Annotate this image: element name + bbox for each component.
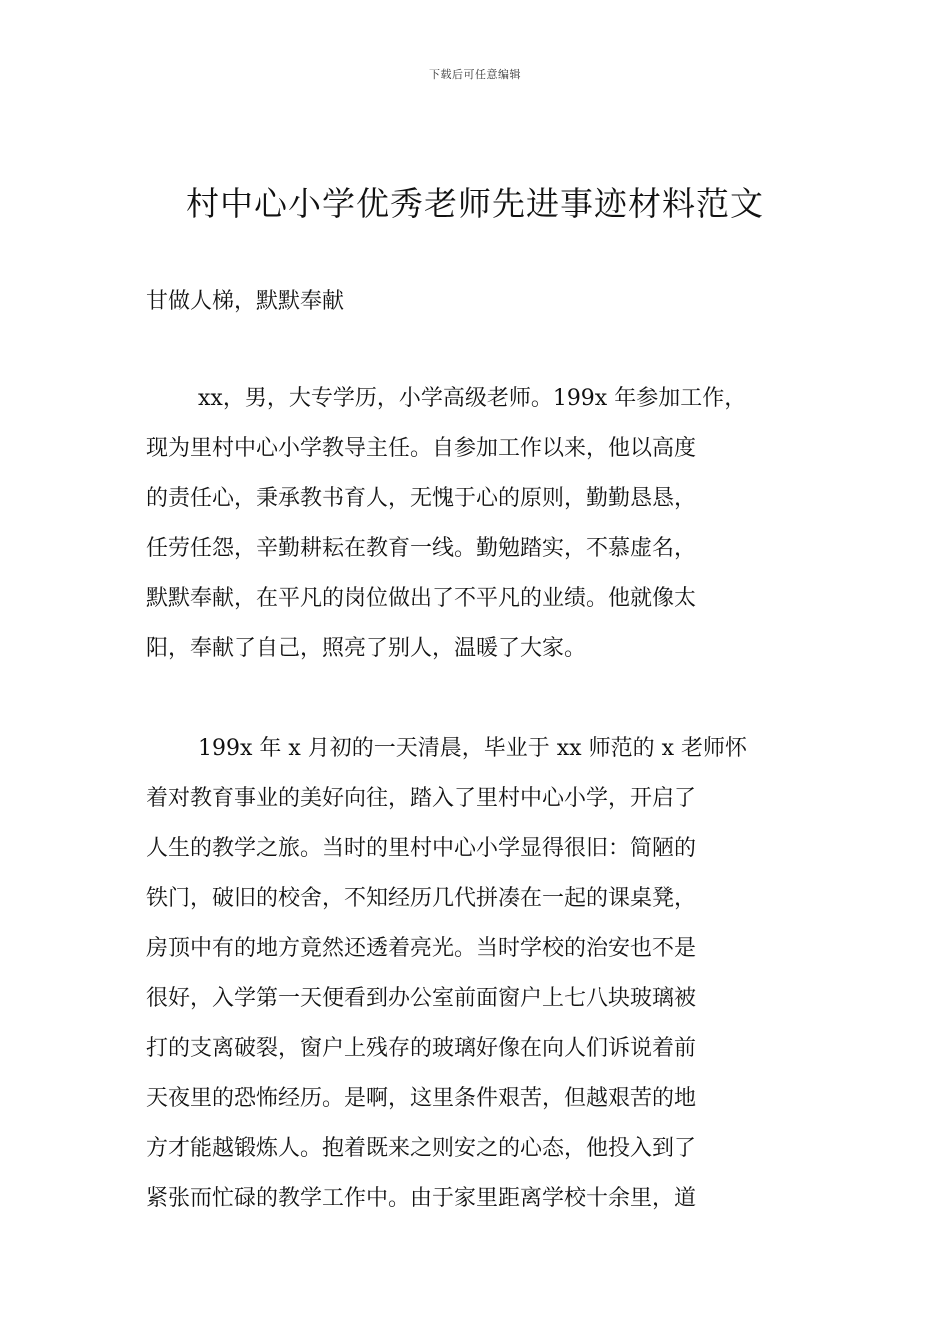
text-line: 方才能越锻炼人。抱着既来之则安之的心态，他投入到了: [146, 1136, 697, 1161]
text-line: 着对教育事业的美好向往，踏入了里村中心小学，开启了: [146, 786, 697, 811]
text-line: 紧张而忙碌的教学工作中。由于家里距离学校十余里，道: [146, 1186, 697, 1211]
header-note: 下载后可任意编辑: [429, 68, 521, 81]
text-line: 任劳任怨，辛勤耕耘在教育一线。勤勉踏实，不慕虚名，: [146, 536, 697, 561]
text-line: 人生的教学之旅。当时的里村中心小学显得很旧：简陋的: [146, 836, 697, 861]
text-line: 阳，奉献了自己，照亮了别人，温暖了大家。: [146, 636, 587, 661]
text-line: 铁门，破旧的校舍，不知经历几代拼凑在一起的课桌凳，: [146, 886, 697, 911]
text-line: 199x 年 x 月初的一天清晨，毕业于 xx 师范的 x 老师怀: [198, 736, 747, 761]
text-line: 默默奉献，在平凡的岗位做出了不平凡的业绩。他就像太: [146, 586, 697, 611]
text-line: 的责任心，秉承教书育人，无愧于心的原则，勤勤恳恳，: [146, 486, 697, 511]
document-title: 村中心小学优秀老师先进事迹材料范文: [186, 184, 764, 223]
document-subtitle: 甘做人梯，默默奉献: [146, 289, 345, 314]
text-line: 很好，入学第一天便看到办公室前面窗户上七八块玻璃被: [146, 986, 697, 1011]
text-line: 打的支离破裂，窗户上残存的玻璃好像在向人们诉说着前: [146, 1036, 697, 1061]
text-line: 天夜里的恐怖经历。是啊，这里条件艰苦，但越艰苦的地: [146, 1086, 697, 1111]
paragraph-1: [146, 384, 816, 684]
text-line: xx，男，大专学历，小学高级老师。199x 年参加工作，: [198, 386, 747, 411]
paragraph-2: [146, 734, 816, 1234]
text-line: 现为里村中心小学教导主任。自参加工作以来，他以高度: [146, 436, 697, 461]
text-line: 房顶中有的地方竟然还透着亮光。当时学校的治安也不是: [146, 936, 697, 961]
